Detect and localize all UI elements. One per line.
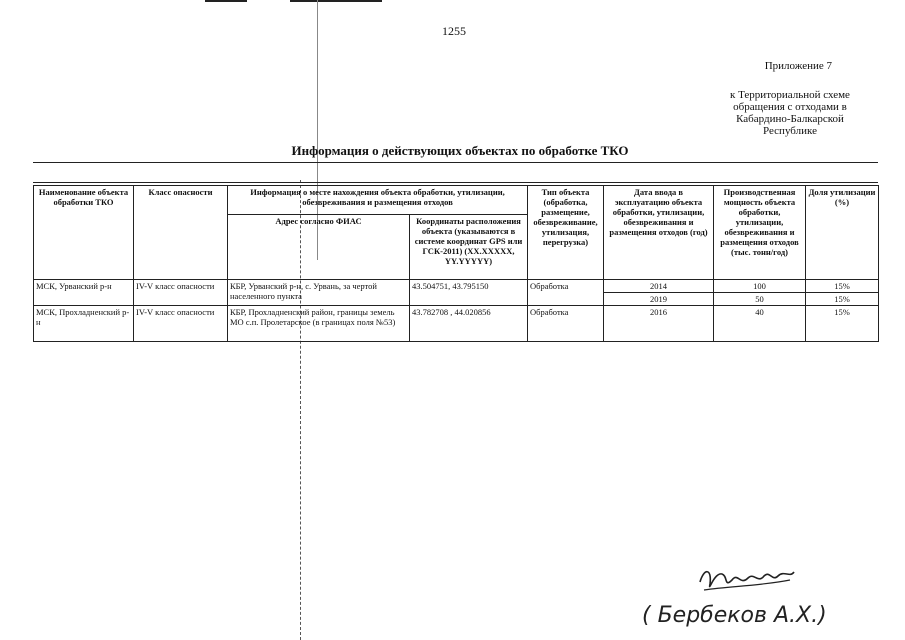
header-coordinates: Координаты расположения объекта (указываются в системе координат GPS или ГСК-2011) (XX.XXXXX, YY.YYYYY) bbox=[410, 215, 528, 280]
scan-mark bbox=[290, 0, 382, 2]
header-hazard-class: Класс опасности bbox=[134, 186, 228, 280]
signature-stroke bbox=[704, 580, 790, 590]
page-number: 1255 bbox=[442, 24, 466, 38]
appendix-title: Приложение 7 bbox=[764, 60, 832, 72]
cell-capacity: 50 bbox=[714, 293, 806, 306]
appendix-line: Республике bbox=[763, 125, 817, 137]
appendix-line: к Территориальной схеме bbox=[730, 89, 850, 101]
table-row bbox=[34, 280, 879, 293]
cell-utilization-share: 15% bbox=[806, 293, 879, 306]
document-title: Информация о действующих объектах по обработке ТКО bbox=[291, 143, 629, 158]
appendix-line: обращения с отходами в bbox=[733, 101, 847, 113]
appendix-line: Кабардино-Балкарской bbox=[736, 113, 844, 125]
cell-utilization-share: 15% bbox=[806, 280, 879, 293]
cell-coordinates: 43.782708 , 44.020856 bbox=[410, 306, 528, 342]
header-object-type: Тип объекта (обработка, размещение, обезвреживание, утилизация, перегрузка) bbox=[528, 186, 604, 280]
header-commission-date: Дата ввода в эксплуатацию объекта обработки, утилизации, обезвреживания и размещения отходов (год) bbox=[604, 186, 714, 280]
signature-stroke bbox=[700, 572, 794, 587]
header-utilization-share: Доля утилизации (%) bbox=[806, 186, 879, 280]
cell-address: КБР, Урванский р-н, с. Урвань, за чертой населенного пункта bbox=[228, 280, 410, 306]
cell-address: КБР, Прохладненский район, границы земель МО с.п. Пролетарское (в границах поля №53) bbox=[228, 306, 410, 342]
objects-table bbox=[33, 185, 879, 342]
cell-object-type: Обработка bbox=[528, 306, 604, 342]
divider bbox=[33, 182, 878, 183]
cell-object-type: Обработка bbox=[528, 280, 604, 306]
signature-name: ( Бербеков А.Х.) bbox=[642, 603, 827, 628]
cell-commission-year: 2019 bbox=[604, 293, 714, 306]
cell-commission-year: 2016 bbox=[604, 306, 714, 342]
appendix-block bbox=[700, 60, 880, 137]
header-address: Адрес согласно ФИАС bbox=[228, 215, 410, 280]
divider bbox=[33, 162, 878, 163]
cell-object-name: МСК, Урванский р-н bbox=[34, 280, 134, 306]
table-row bbox=[34, 306, 879, 342]
handwritten-signature bbox=[640, 560, 880, 630]
cell-commission-year: 2014 bbox=[604, 280, 714, 293]
header-object-name: Наименование объекта обработки ТКО bbox=[34, 186, 134, 280]
cell-object-name: МСК, Прохладненский р-н bbox=[34, 306, 134, 342]
table-header-row bbox=[34, 186, 879, 215]
header-location-info: Информация о месте нахождения объекта обработки, утилизации, обезвреживания и размещения отходов bbox=[228, 186, 528, 215]
cell-coordinates: 43.504751, 43.795150 bbox=[410, 280, 528, 306]
header-capacity: Производственная мощность объекта обработки, утилизации, обезвреживания и размещения отходов (тыс. тонн/год) bbox=[714, 186, 806, 280]
cell-hazard-class: IV-V класс опасности bbox=[134, 280, 228, 306]
scan-mark bbox=[205, 0, 247, 2]
cell-utilization-share: 15% bbox=[806, 306, 879, 342]
cell-capacity: 100 bbox=[714, 280, 806, 293]
cell-hazard-class: IV-V класс опасности bbox=[134, 306, 228, 342]
cell-capacity: 40 bbox=[714, 306, 806, 342]
